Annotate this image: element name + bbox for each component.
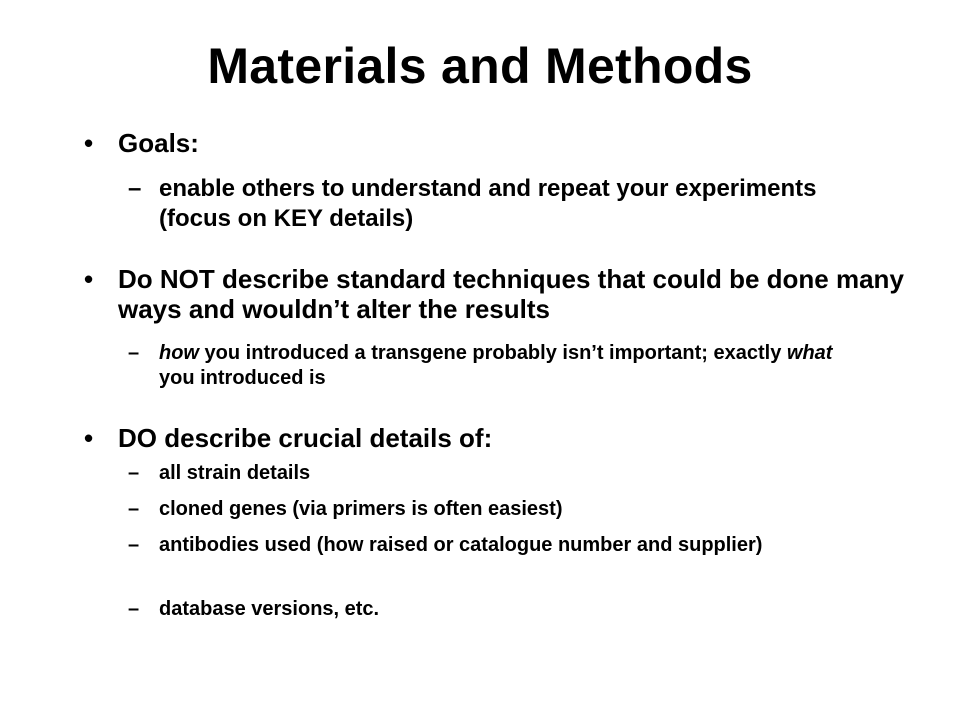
sub-bullet-text: enable others to understand and repeat your experiments (focus on KEY details)	[159, 175, 817, 232]
sub-bullet-text: all strain details	[159, 462, 311, 484]
sub-bullet-text: cloned genes (via primers is often easiest)	[159, 498, 563, 520]
dash-icon: –	[128, 462, 140, 484]
dash-icon: –	[128, 342, 140, 364]
bullet-icon: •	[84, 264, 94, 294]
bullet-goals-text: Goals:	[118, 128, 199, 158]
bullet-do-describe	[84, 423, 904, 453]
sub-bullet-cloned-genes	[128, 497, 868, 522]
slide-title: Materials and Methods	[207, 38, 753, 94]
sub-bullet-text-end: you introduced is	[159, 367, 326, 389]
sub-bullet-goals-1	[128, 174, 828, 234]
bullet-icon: •	[84, 423, 94, 453]
sub-bullet-do-not-1	[128, 341, 868, 391]
sub-bullet-strain	[128, 461, 868, 486]
sub-bullet-text-mid: you introduced a transgene probably isn’t important; exactly	[199, 342, 787, 364]
sub-bullet-text: antibodies used (how raised or catalogue number and supplier)	[159, 534, 763, 556]
sub-bullet-text: database versions, etc.	[159, 598, 380, 620]
dash-icon: –	[128, 598, 140, 620]
bullet-icon: •	[84, 128, 94, 158]
sub-bullet-text	[159, 341, 868, 391]
emphasis-how: how	[159, 342, 199, 364]
dash-icon: –	[128, 175, 142, 202]
dash-icon: –	[128, 498, 140, 520]
bullet-goals	[84, 128, 904, 158]
sub-bullet-database	[128, 597, 868, 622]
sub-bullet-antibodies	[128, 533, 868, 558]
bullet-do-describe-text: DO describe crucial details of:	[118, 423, 493, 453]
emphasis-what: what	[786, 342, 833, 364]
bullet-do-not	[84, 264, 904, 324]
dash-icon: –	[128, 534, 140, 556]
bullet-do-not-text: Do NOT describe standard techniques that could be done many ways and wouldn’t alter the results	[118, 264, 904, 324]
